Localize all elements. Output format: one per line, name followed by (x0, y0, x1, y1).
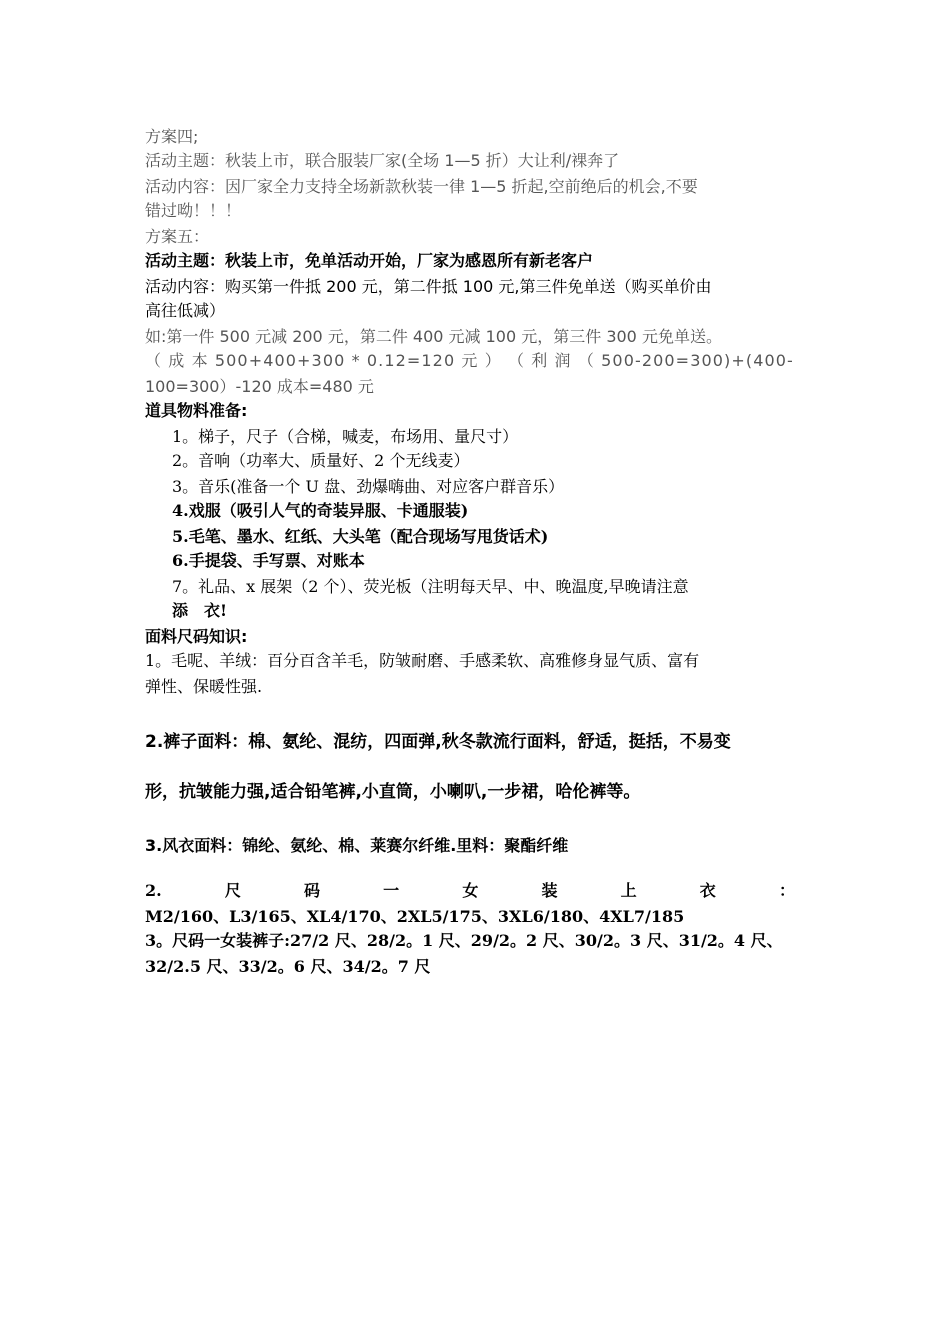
props-item-5: 5.毛笔、墨水、红纸、大头笔（配合现场写甩货话术) (172, 527, 549, 546)
size-top-word: 装 (541, 881, 558, 900)
props-item-3: 3。音乐(准备一个 U 盘、劲爆嗨曲、对应客户群音乐） (172, 477, 565, 496)
fabric-heading: 面料尺码知识: (145, 627, 248, 646)
size-pants-values-cont: 32/2.5 尺、33/2。6 尺、34/2。7 尺 (145, 957, 431, 976)
plan-five-heading: 方案五： (145, 227, 210, 246)
fabric-item-3: 3.风衣面料：锦纶、氨纶、棉、莱赛尔纤维.里料：聚酯纤维 (145, 836, 569, 855)
size-top-word: 码 (304, 881, 321, 900)
plan-four-content-cont: 错过呦！！！ (145, 201, 242, 220)
plan-five-cost: （ 成 本 500+400+300 * 0.12=120 元 ） （ 利 润 （ 500-200=300)+(400- (145, 351, 794, 370)
size-top-values: M2/160、L3/165、XL4/170、2XL5/175、3XL6/180、4XL7/185 (145, 907, 685, 926)
props-heading: 道具物料准备: (145, 401, 248, 420)
plan-five-example: 如:第一件 500 元减 200 元，第二件 400 元减 100 元，第三件 300 元免单送。 (145, 327, 722, 346)
plan-five-theme: 活动主题：秋装上市，免单活动开始，厂家为感恩所有新老客户 (145, 251, 594, 270)
props-item-2: 2。音响（功率大、质量好、2 个无线麦） (172, 451, 470, 470)
size-top-word: 尺 (224, 881, 241, 900)
plan-four-content: 活动内容：因厂家全力支持全场新款秋装一律 1—5 折起,空前绝后的机会,不要 (145, 177, 698, 196)
size-top-word: 一 (383, 881, 400, 900)
plan-five-content: 活动内容：购买第一件抵 200 元，第二件抵 100 元,第三件免单送（购买单价由 (145, 277, 712, 296)
plan-four-theme: 活动主题：秋装上市，联合服装厂家(全场 1—5 折）大让利/裸奔了 (145, 151, 620, 170)
size-top-word: 2. (145, 881, 162, 900)
fabric-item-2-cont: 形，抗皱能力强,适合铅笔裤,小直筒，小喇叭,一步裙，哈伦裤等。 (145, 782, 641, 802)
size-pants-values: 3。尺码一女装裤子:27/2 尺、28/2。1 尺、29/2。2 尺、30/2。3 尺、31/2。4 尺、 (145, 931, 783, 950)
fabric-item-1: 1。毛呢、羊绒：百分百含羊毛，防皱耐磨、手感柔软、高雅修身显气质、富有 (145, 651, 700, 670)
props-item-6: 6.手提袋、手写票、对账本 (172, 551, 365, 570)
plan-five-content-cont: 高往低减） (145, 301, 226, 320)
size-top-heading (145, 879, 795, 903)
fabric-item-2: 2.裤子面料：棉、氨纶、混纺，四面弹,秋冬款流行面料，舒适，挺括，不易变 (145, 732, 731, 752)
props-item-7-cont: 添 衣! (172, 601, 228, 620)
size-top-word: 衣 (699, 881, 716, 900)
props-item-4: 4.戏服（吸引人气的奇装异服、卡通服装) (172, 501, 469, 520)
size-top-word: ： (778, 881, 795, 900)
plan-four-heading: 方案四; (145, 127, 199, 146)
props-item-1: 1。梯子，尺子（合梯，喊麦，布场用、量尺寸） (172, 427, 519, 446)
plan-five-cost-cont: 100=300）-120 成本=480 元 (145, 377, 374, 396)
props-item-7: 7。礼品、x 展架（2 个）、荧光板（注明每天早、中、晚温度,早晚请注意 (172, 577, 689, 596)
size-top-word: 上 (620, 881, 637, 900)
size-top-word: 女 (462, 881, 479, 900)
fabric-item-1-cont: 弹性、保暖性强. (145, 677, 263, 696)
